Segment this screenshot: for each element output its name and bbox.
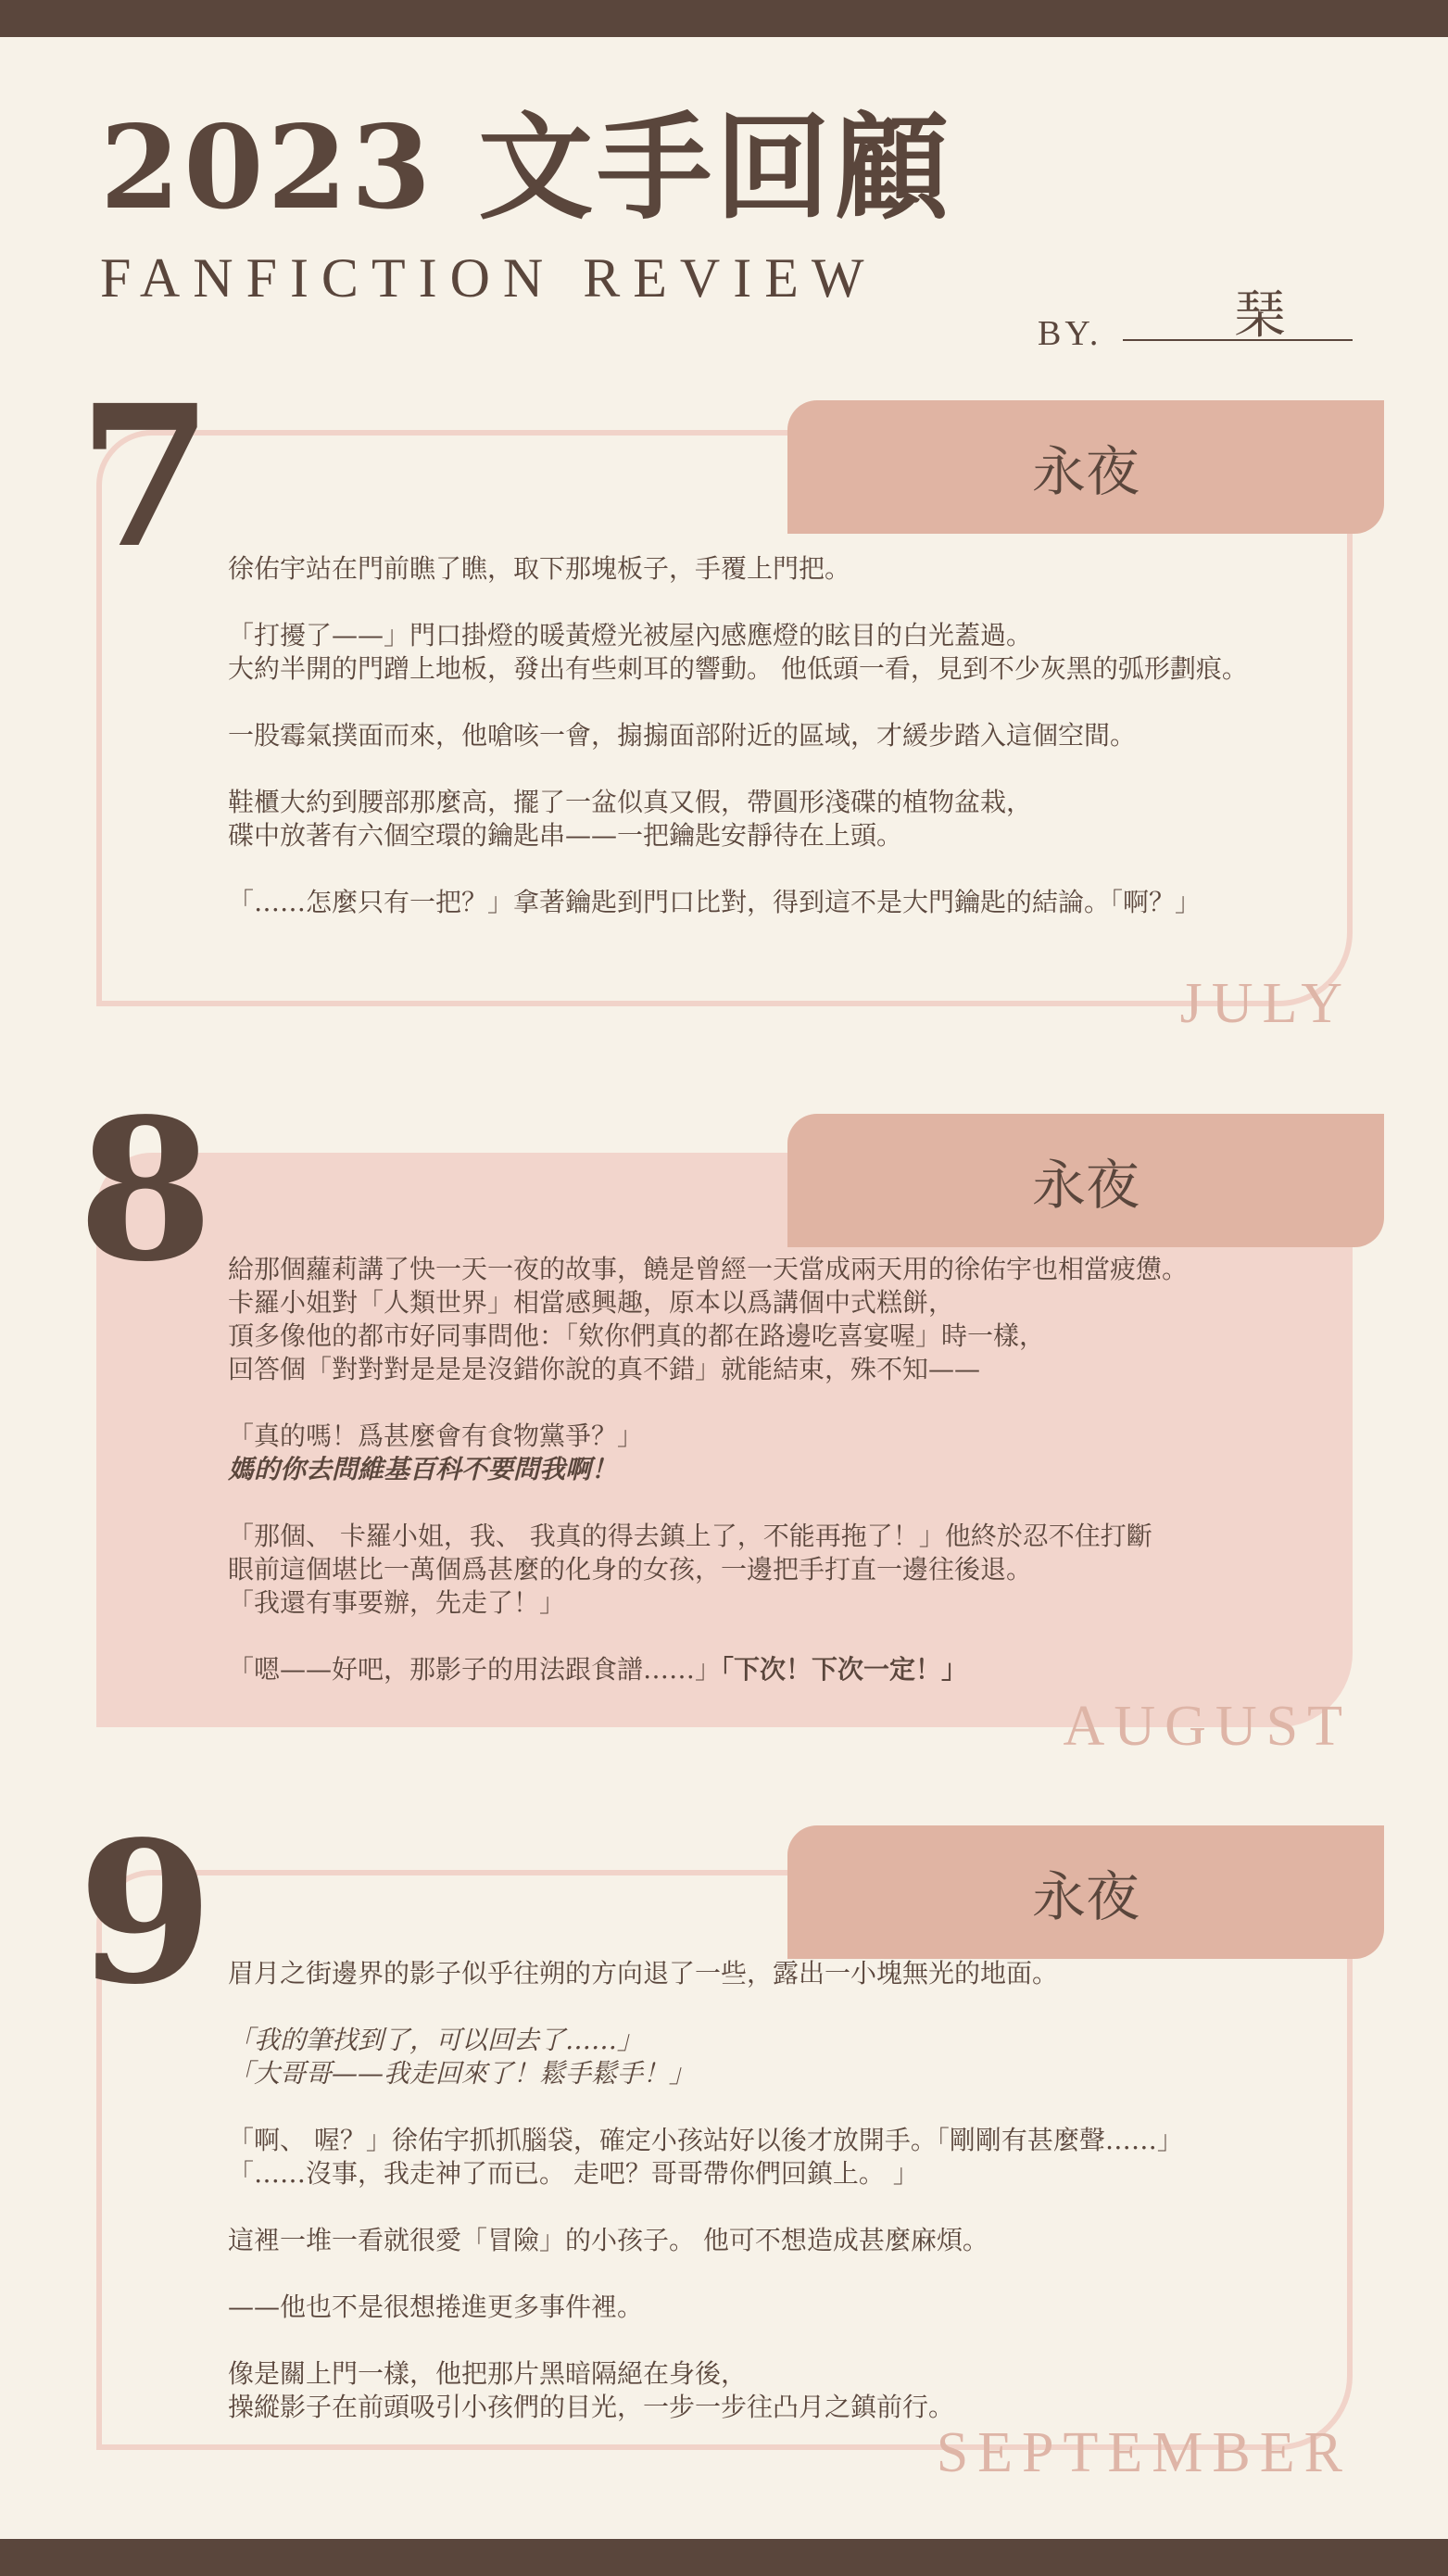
excerpt-line bbox=[228, 1653, 1340, 1686]
excerpt-line: 「打擾了——」門口掛燈的暖黃燈光被屋內感應燈的眩目的白光蓋過。 bbox=[228, 620, 1033, 650]
excerpt-line: 給那個蘿莉講了快一天一夜的故事，饒是曾經一天當成兩天用的徐佑宇也相當疲憊。 bbox=[228, 1254, 1189, 1284]
top-band bbox=[0, 0, 1448, 37]
bottom-band bbox=[0, 2539, 1448, 2576]
excerpt-line-italic: 「我的筆找到了，可以回去了……」 bbox=[228, 2025, 644, 2055]
story-excerpt-august bbox=[228, 1253, 1340, 1686]
excerpt-line: 「那個、 卡羅小姐，我、 我真的得去鎮上了，不能再拖了！」他終於忍不住打斷 bbox=[228, 1521, 1152, 1551]
page-subtitle: FANFICTION REVIEW bbox=[100, 247, 877, 309]
author-name: 琹 bbox=[1234, 285, 1286, 346]
month-label-september: SEPTEMBER bbox=[936, 2421, 1352, 2484]
excerpt-line: ——他也不是很想捲進更多事件裡。 bbox=[228, 2292, 644, 2322]
excerpt-line: 眼前這個堪比一萬個爲甚麼的化身的女孩，一邊把手打直一邊往後退。 bbox=[228, 1554, 1033, 1585]
month-label-july: JULY bbox=[1179, 972, 1352, 1035]
section-number-september: 9 bbox=[78, 1799, 214, 2027]
excerpt-line-italic: 「大哥哥——我走回來了！鬆手鬆手！」 bbox=[228, 2058, 696, 2089]
excerpt-line: 操縱影子在前頭吸引小孩們的目光，一步一步往凸月之鎮前行。 bbox=[228, 2392, 955, 2422]
excerpt-line: 「……怎麼只有一把？」拿著鑰匙到門口比對，得到這不是大門鑰匙的結論。「啊？」 bbox=[228, 887, 1202, 917]
excerpt-line: 碟中放著有六個空環的鑰匙串——一把鑰匙安靜待在上頭。 bbox=[228, 820, 903, 851]
excerpt-line-bold: 「下次！下次一定！」 bbox=[721, 1654, 968, 1685]
excerpt-line-emphasis: 媽的你去問維基百科不要問我啊！ bbox=[228, 1454, 618, 1484]
excerpt-line: 「啊、 喔？」徐佑宇抓抓腦袋，確定小孩站好以後才放開手。「剛剛有甚麼聲……」 bbox=[228, 2125, 1183, 2155]
excerpt-line: 眉月之街邊界的影子似乎往朔的方向退了一些，露出一小塊無光的地面。 bbox=[228, 1958, 1059, 1989]
excerpt-line: 卡羅小姐對「人類世界」相當感興趣，原本以爲講個中式糕餅， bbox=[228, 1287, 955, 1318]
excerpt-line: 這裡一堆一看就很愛「冒險」的小孩子。 他可不想造成甚麼麻煩。 bbox=[228, 2225, 988, 2255]
excerpt-line: 徐佑宇站在門前瞧了瞧，取下那塊板子，手覆上門把。 bbox=[228, 553, 851, 584]
page-title: 2023 文手回顧 bbox=[100, 101, 953, 235]
month-label-august: AUGUST bbox=[1063, 1695, 1352, 1758]
section-number-august: 8 bbox=[78, 1076, 214, 1305]
story-tag-september: 永夜 bbox=[787, 1825, 1384, 1959]
excerpt-line: 大約半開的門蹭上地板，發出有些刺耳的響動。 他低頭一看，見到不少灰黑的弧形劃痕。 bbox=[228, 653, 1248, 684]
excerpt-line: 鞋櫃大約到腰部那麼高，擺了一盆似真又假，帶圓形淺碟的植物盆栽， bbox=[228, 787, 1033, 817]
excerpt-line: 「我還有事要辦，先走了！」 bbox=[228, 1587, 566, 1618]
story-excerpt-july bbox=[228, 552, 1340, 919]
excerpt-line: 「……沒事，我走神了而已。 走吧？哥哥帶你們回鎮上。 」 bbox=[228, 2158, 919, 2189]
excerpt-line: 一股霉氣撲面而來，他嗆咳一會，搧搧面部附近的區域，才緩步踏入這個空間。 bbox=[228, 720, 1137, 751]
excerpt-line: 「真的嗎！爲甚麼會有食物黨爭？」 bbox=[228, 1421, 644, 1451]
story-excerpt-september bbox=[228, 1957, 1340, 2424]
excerpt-line: 回答個「對對對是是是沒錯你說的真不錯」就能結束，殊不知—— bbox=[228, 1354, 981, 1384]
story-tag-july: 永夜 bbox=[787, 400, 1384, 534]
excerpt-line: 像是關上門一樣，他把那片黑暗隔絕在身後， bbox=[228, 2358, 748, 2389]
excerpt-line: 頂多像他的都市好同事問他：「欸你們真的都在路邊吃喜宴喔」時一樣， bbox=[228, 1320, 1046, 1351]
story-tag-august: 永夜 bbox=[787, 1114, 1384, 1247]
excerpt-line-part: 「嗯——好吧，那影子的用法跟食譜……」 bbox=[228, 1654, 722, 1685]
section-number-july: 7 bbox=[78, 362, 214, 591]
by-label: BY. bbox=[1038, 314, 1102, 353]
byline bbox=[1038, 274, 1353, 353]
